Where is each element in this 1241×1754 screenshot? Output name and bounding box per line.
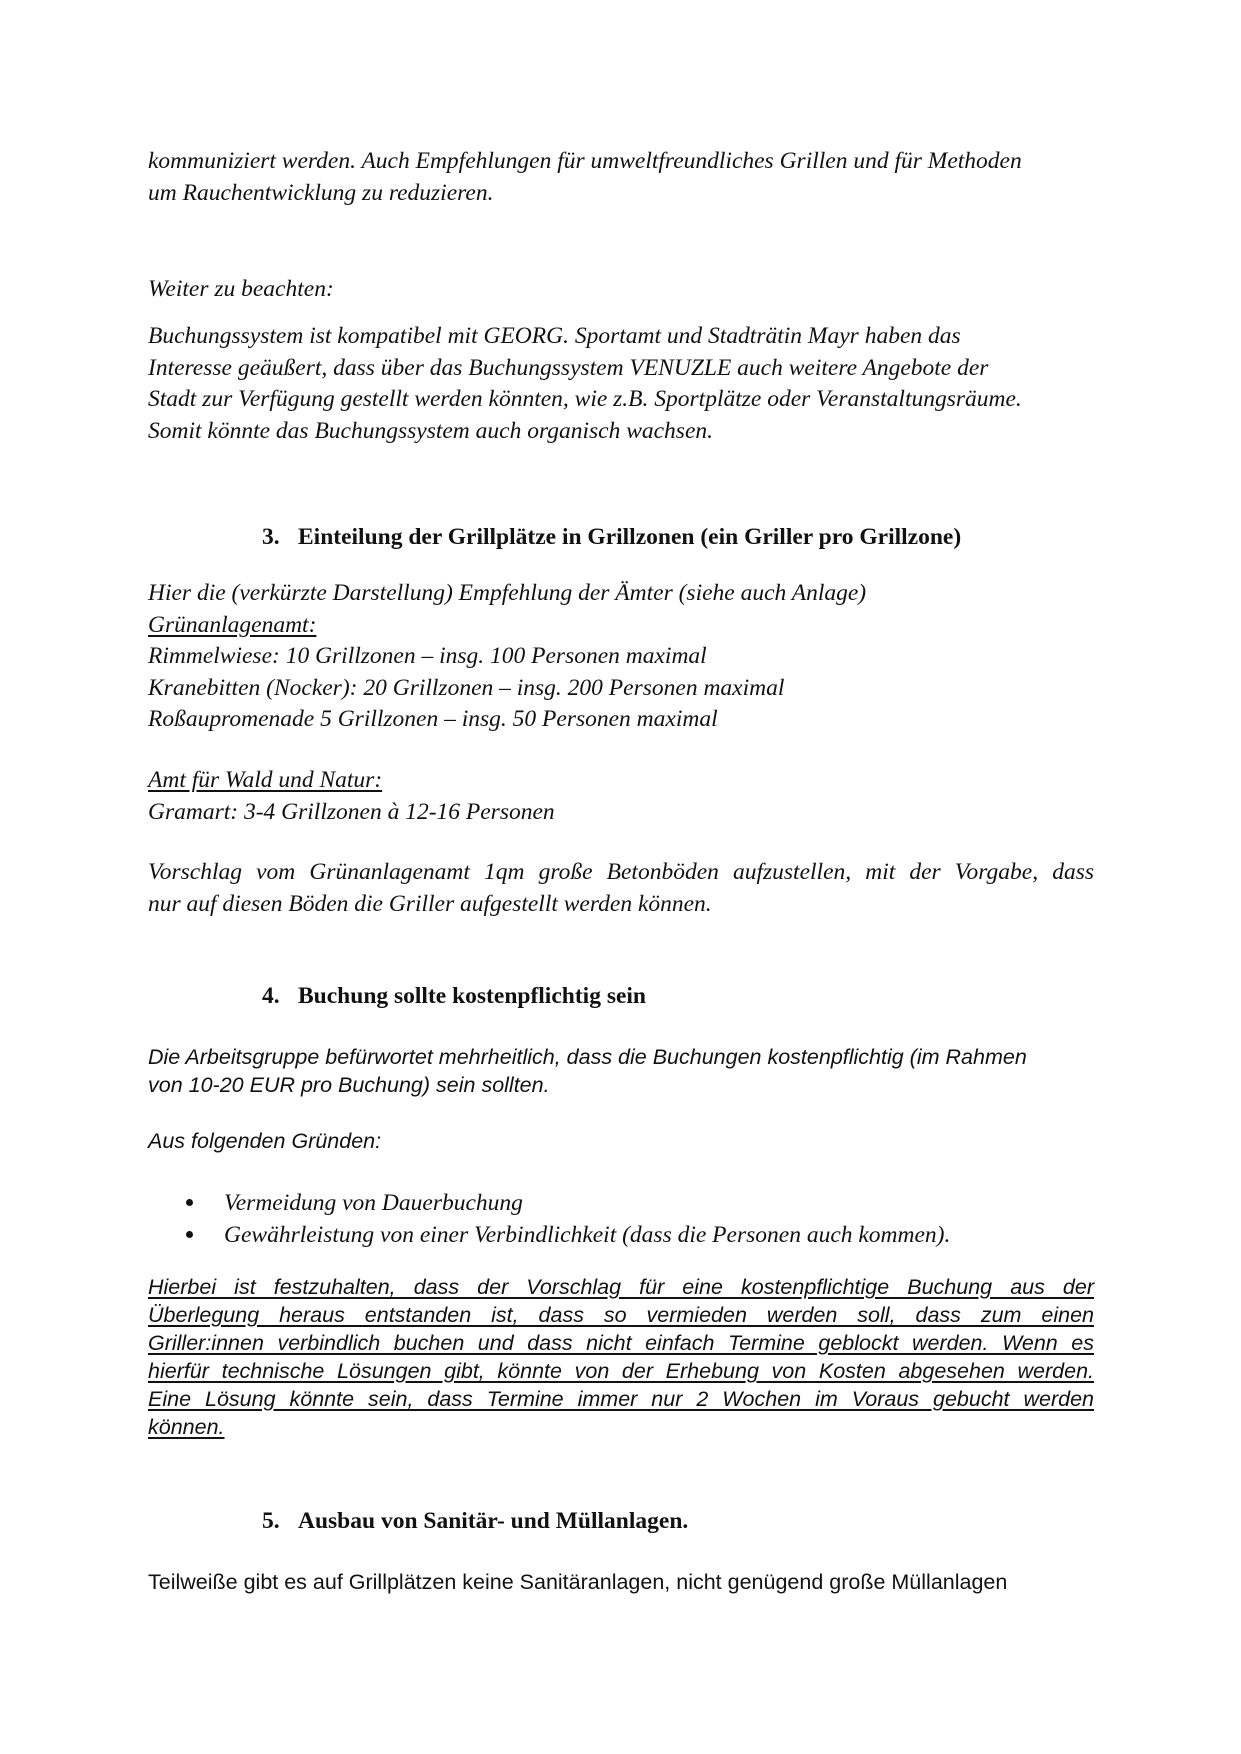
text-line: Somit könnte das Buchungssystem auch organisch wachsen. [148,417,714,444]
section-4-paragraph [148,1043,1094,1099]
text-line: Vorschlag vom Grünanlagenamt 1qm große Betonböden aufzustellen, mit der Vorgabe, dass [148,859,1094,885]
gruenanlagenamt-label: Grünanlagenamt: [148,611,317,638]
wald-block [148,765,1094,828]
text-line: können. [148,1415,225,1439]
text-line: Interesse geäußert, dass über das Buchungssystem VENUZLE auch weitere Angebote der [148,354,989,381]
section-4-heading [262,981,646,1011]
reasons-list [186,1187,950,1251]
section-title: Buchung sollte kostenpflichtig sein [298,983,646,1009]
section-3-body [148,578,1094,736]
intro-paragraph [148,146,1094,209]
section-3-heading [262,522,961,552]
list-item [186,1187,950,1219]
text-line: Buchungssystem ist kompatibel mit GEORG. Sportamt und Stadträtin Mayr haben das [148,323,961,349]
reasons-heading: Aus folgenden Gründen: [148,1129,382,1153]
wald-label: Amt für Wald und Natur: [148,767,383,793]
text-line: von 10-20 EUR pro Buchung) sein sollten. [148,1073,550,1097]
list-item [186,1219,950,1251]
bullet-icon [186,1199,193,1206]
section-5-heading [262,1506,688,1536]
bullet-icon [186,1231,193,1238]
text-line: Hierbei ist festzuhalten, dass der Vorschlag für eine kostenpflichtige Buchung aus der [148,1275,1094,1299]
note-heading: Weiter zu beachten: [148,276,334,302]
section-title: Einteilung der Grillplätze in Grillzonen (ein Griller pro Grillzone) [298,524,962,550]
text-line: Stadt zur Verfügung gestellt werden könnten, wie z.B. Sportplätze oder Veranstaltungsräume. [148,386,1022,412]
text-line: Überlegung heraus entstanden ist, dass so vermieden werden soll, dass zum einen [148,1303,1094,1327]
text-line: Griller:innen verbindlich buchen und dass nicht einfach Termine geblockt werden. Wenn es [148,1331,1094,1355]
note-paragraph [148,321,1094,447]
section-5-paragraph: Teilweiße gibt es auf Grillplätzen keine Sanitäranlagen, nicht genügend große Müllanlagen [148,1570,1008,1594]
grillzone-item: Kranebitten (Nocker): 20 Grillzonen – insg. 200 Personen maximal [148,674,785,701]
text-line: Die Arbeitsgruppe befürwortet mehrheitlich, dass die Buchungen kostenpflichtig (im Rahmen [148,1045,1027,1069]
text-line: nur auf diesen Böden die Griller aufgestellt werden können. [148,890,712,917]
section-title: Ausbau von Sanitär- und Müllanlagen. [298,1508,689,1534]
section-number: 4. [262,983,280,1009]
section-3-intro: Hier die (verkürzte Darstellung) Empfehlung der Ämter (siehe auch Anlage) [148,580,867,606]
text-line: hierfür technische Lösungen gibt, könnte von der Erhebung von Kosten abgesehen werden. [148,1359,1094,1383]
proposal-paragraph [148,857,1094,920]
text-line: um Rauchentwicklung zu reduzieren. [148,179,494,206]
section-number: 3. [262,524,280,550]
grillzone-item: Rimmelwiese: 10 Grillzonen – insg. 100 Personen maximal [148,643,707,669]
list-item-text: Gewährleistung von einer Verbindlichkeit (dass die Personen auch kommen). [224,1222,951,1248]
list-item-text: Vermeidung von Dauerbuchung [224,1190,523,1216]
text-line: kommuniziert werden. Auch Empfehlungen für umweltfreundliches Grillen und für Methoden [148,148,1022,174]
grillzone-item: Gramart: 3-4 Grillzonen à 12-16 Personen [148,798,555,825]
cost-note-paragraph [148,1273,1094,1441]
grillzone-item: Roßaupromenade 5 Grillzonen – insg. 50 Personen maximal [148,706,718,732]
text-line: Eine Lösung könnte sein, dass Termine immer nur 2 Wochen im Voraus gebucht werden [148,1387,1094,1411]
section-number: 5. [262,1508,280,1534]
